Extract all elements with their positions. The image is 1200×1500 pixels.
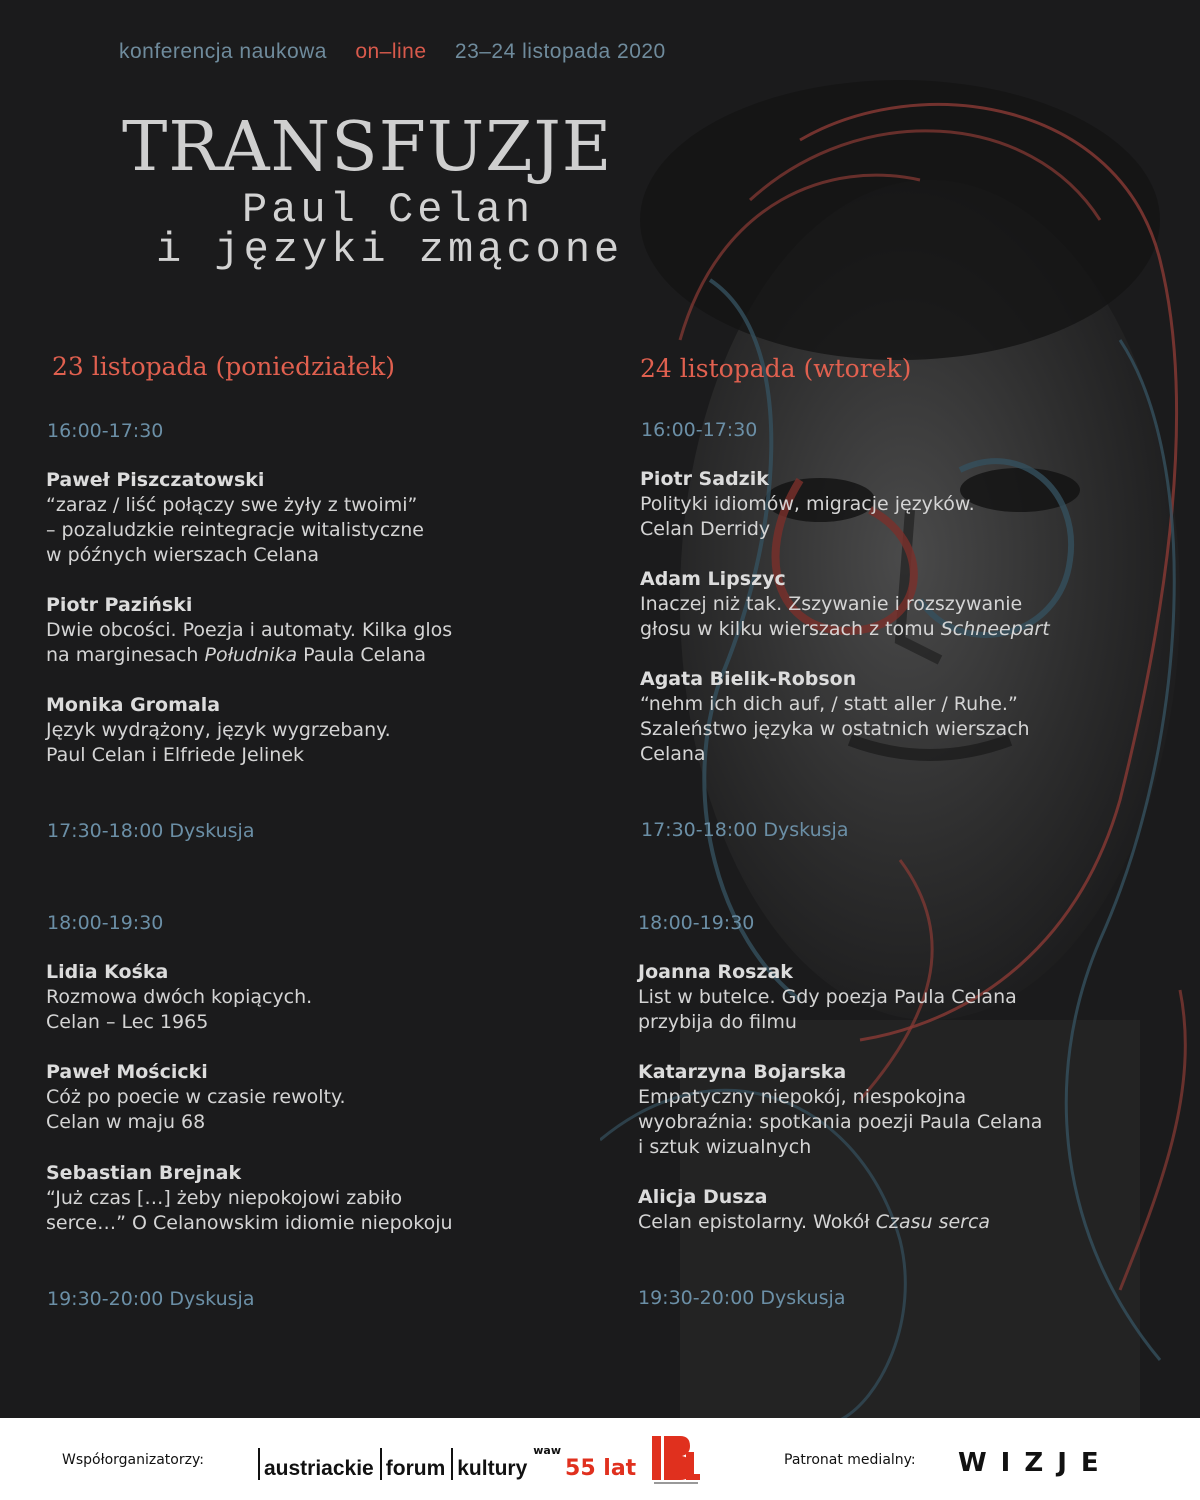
talk-title: List w butelce. Gdy poezja Paula Celana przybija do filmu <box>638 986 1017 1033</box>
talk-item <box>46 1060 586 1135</box>
talk-speaker: Monika Gromala <box>46 694 221 716</box>
talk-speaker: Lidia Kośka <box>46 961 169 983</box>
talk-item <box>46 468 586 568</box>
talk-speaker: Piotr Sadzik <box>640 468 769 490</box>
page-title: TRANSFUZJE <box>122 108 613 187</box>
talk-item <box>640 467 1180 542</box>
day2-discussion2: 19:30-20:00 Dyskusja <box>638 1287 846 1309</box>
talk-speaker: Sebastian Brejnak <box>46 1162 242 1184</box>
talk-title: “zaraz / liść połączy swe żyły z twoimi” – pozaludzkie reintegracje witalistyczne w późnych wierszach Celana <box>46 494 424 566</box>
talk-speaker: Joanna Roszak <box>638 961 793 983</box>
talk-speaker: Agata Bielik-Robson <box>640 668 857 690</box>
talk-item <box>46 693 586 768</box>
day2-heading: 24 listopada (wtorek) <box>640 354 912 383</box>
talk-item <box>638 1185 1178 1235</box>
talk-title: “nehm ich dich auf, / statt aller / Ruhe.” Szaleństwo języka w ostatnich wierszach Celana <box>640 693 1030 765</box>
day1-session1-time: 16:00-17:30 <box>47 420 164 442</box>
talk-title: Dwie obcości. Poezja i automaty. Kilka glos na marginesach Południka Paula Celana <box>46 619 453 666</box>
talk-item <box>640 567 1180 642</box>
talk-title: Inaczej niż tak. Zszywanie i rozszywanie głosu w kilku wierszach z tomu Schneepart <box>640 593 1050 640</box>
talk-speaker: Paweł Piszczatowski <box>46 469 265 491</box>
day2-session1-time: 16:00-17:30 <box>641 419 758 441</box>
wizje-logo: WIZJE <box>958 1448 1113 1478</box>
talk-title: Język wydrążony, język wygrzebany. Paul Celan i Elfriede Jelinek <box>46 719 391 766</box>
day2-session2-time: 18:00-19:30 <box>638 912 755 934</box>
talk-title: Empatyczny niepokój, niespokojna wyobraźnia: spotkania poezji Paula Celana i sztuk wizualnych <box>638 1086 1043 1158</box>
talk-title: Polityki idiomów, migracje języków. Celan Derridy <box>640 493 975 540</box>
talk-item <box>46 960 586 1035</box>
subtitle-line-2: i języki zmącone <box>156 226 624 274</box>
talk-speaker: Katarzyna Bojarska <box>638 1061 847 1083</box>
talk-title: Rozmowa dwóch kopiących. Celan – Lec 1965 <box>46 986 313 1033</box>
talk-item <box>638 1060 1178 1160</box>
conference-info-line <box>119 40 688 64</box>
media-patronage-label: Patronat medialny: <box>784 1452 916 1468</box>
co-organizers-label: Współorganizatorzy: <box>62 1452 204 1468</box>
day2-discussion1: 17:30-18:00 Dyskusja <box>641 819 849 841</box>
conference-format: on–line <box>355 40 427 63</box>
talk-item <box>638 960 1178 1035</box>
talk-title: Cóż po poecie w czasie rewolty. Celan w maju 68 <box>46 1086 346 1133</box>
conference-dates: 23–24 listopada 2020 <box>454 40 666 63</box>
talk-item <box>46 1161 586 1236</box>
talk-title: Celan epistolarny. Wokół Czasu serca <box>638 1211 991 1233</box>
talk-item <box>46 593 586 668</box>
footer-sponsors <box>0 1418 1200 1500</box>
talk-speaker: Paweł Mościcki <box>46 1061 208 1083</box>
svg-text:IBL: IBL <box>676 1472 678 1473</box>
talk-speaker: Piotr Paziński <box>46 594 193 616</box>
day1-discussion2: 19:30-20:00 Dyskusja <box>47 1288 255 1310</box>
talk-item <box>640 667 1180 767</box>
conference-type: konferencja naukowa <box>119 40 327 63</box>
talk-speaker: Alicja Dusza <box>638 1186 768 1208</box>
talk-title: “Już czas […] żeby niepokojowi zabiło serce…” O Celanowskim idiomie niepokoju <box>46 1187 453 1234</box>
subtitle-line-1: Paul Celan <box>242 186 535 234</box>
talk-speaker: Adam Lipszyc <box>640 568 786 590</box>
day1-session2-time: 18:00-19:30 <box>47 912 164 934</box>
austrian-culture-forum-logo: austriackie forum kultury waw 55 lat <box>258 1440 636 1480</box>
day1-heading: 23 listopada (poniedziałek) <box>52 352 396 381</box>
ibl-logo <box>650 1430 702 1488</box>
day1-discussion1: 17:30-18:00 Dyskusja <box>47 820 255 842</box>
